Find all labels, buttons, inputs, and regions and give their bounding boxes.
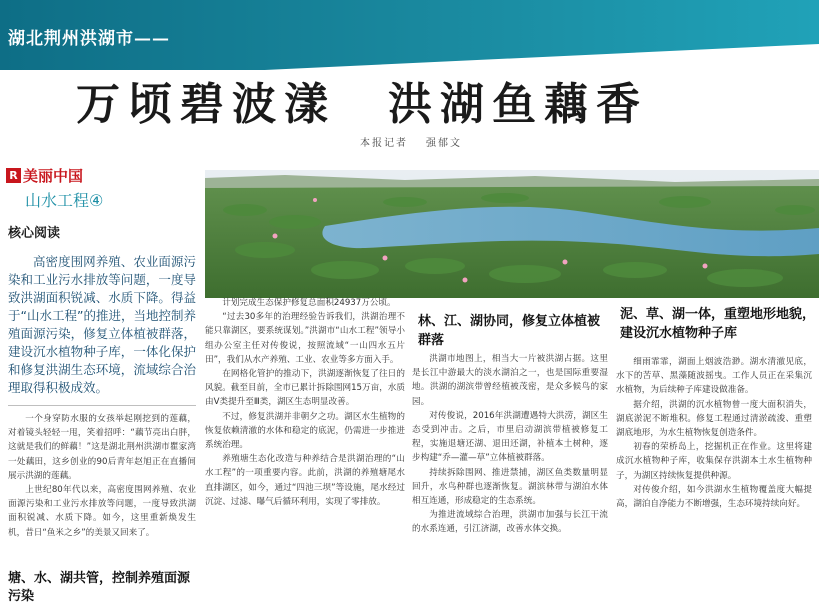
body-column-3: 洪湖市地图上，相当大一片被洪湖占据。这里是长江中游最大的淡水湖泊之一，也是国际重要湿地。洪湖的湖滨带曾经植被茂密，是众多候鸟的家园。 对传俊说，2016年洪湖遭遇特大洪涝，湖区生态受到冲击。之后，市里启动湖滨带植被修复工程，实施退塘还湖、退田还湖，补植本土树种，逐步构建“乔—灌—草”立体植被群落。 持续拆除围网、推进禁捕，湖区鱼类数量明显回升，水鸟种群也逐渐恢复。湖滨林带与湖泊水体相互连通，形成稳定的生态系统。 为推进流域综合治理，洪湖市加强与长江干流的水系连通，引江济湖，改善水体交换。 [412,354,608,535]
body-column-4: 细雨霏霏，湖面上烟波浩渺。湖水清澈见底，水下的苦草、黑藻随波摇曳。工作人员正在采集沉水植物，为后续种子库建设做准备。 据介绍，洪湖的沉水植物曾一度大面积消失，湖底淤泥不断堆积。修复工程通过清淤疏浚、重塑湖底地形，为水生植物恢复创造条件。 初春的荣桥岛上，挖掘机正在作业。这里将建成沉水植物种子库，收集保存洪湖本土水生植物种子，为湖区持续恢复提供种源。 对传俊介绍，如今洪湖水生植物覆盖度大幅提高，湖泊自净能力不断增强，生态环境持续向好。 [616,357,812,510]
lake-photo [205,170,819,298]
headline: 万顷碧波漾 洪湖鱼藕香 [76,79,648,130]
section-heading-mud: 泥、草、湖一体，重塑地形地貌，建设沉水植物种子库 [620,307,816,341]
divider [8,405,196,406]
body-left: 一个身穿防水服的女孩举起刚挖到的莲藕，对着镜头轻轻一甩，笑着招呼：“藕节亮出白胖，这就是我们的鲜藕！”这是湖北荆州洪湖市瞿家湾一处藕田，这乡创业的90后青年赵旭正在直播间展示洪湖的莲藕。 上世纪80年代以来，高密度围网养殖、农业面源污染和工业污水排放等问题，一度导致洪湖面积锐减、水质下降。如今，这里重新焕发生机，昔日“鱼米之乡”的美景又回来了。 [8,414,196,538]
summary-title: 核心阅读 [8,226,61,241]
series-title: 山水工程④ [25,191,104,210]
section-heading-forest: 林、江、湖协同，修复立体植被群落 [418,314,601,348]
byline-name: 强郁文 [426,138,462,149]
column-logo: R [6,168,21,183]
byline-role: 本报记者 [360,138,408,149]
section-heading-pond: 塘、水、湖共管，控制养殖面源污染 [8,571,191,604]
body-middle: 计划完成生态保护修复总面积24937万公顷。 “过去30多年的治理经验告诉我们，洪湖治理不能只靠湖区，要系统谋划。”洪湖市“山水工程”领导小组办公室主任对传俊说，按照流域“一山四水五片田”，我们从水产养殖、工业、农业等多方面入手。 在网格化管护的推动下，洪湖逐渐恢复了往日的风貌。截至目前，全市已累计拆除围网15万亩，水质由Ⅴ类提升至Ⅲ类，湖区生态明显改善。 不过，修复洪湖并非朝夕之功。湖区水生植物的恢复依赖清澈的水体和稳定的底泥，仍需进一步推进系统治理。 养殖塘生态化改造与种养结合是洪湖治理的“山水工程”的一项重要内容。此前，洪湖的养殖塘尾水直排湖区，如今，通过“四池三坝”等设施，尾水经过沉淀、过滤、曝气后循环利用，实现了零排放。 [205,298,405,507]
byline [360,134,462,149]
column-tag [6,165,196,186]
summary-text: 高密度围网养殖、农业面源污染和工业污水排放等问题，一度导致洪湖面积锐减、水质下降。得益于“山水工程”的推进，当地控制养殖面源污染，修复立体植被群落，建设沉水植物种子库，一体化保护和修复洪湖生态环境，流域综合治理取得积极成效。 [8,254,196,395]
column-name: 美丽中国 [23,167,84,185]
kicker: 湖北荆州洪湖市—— [8,29,170,49]
